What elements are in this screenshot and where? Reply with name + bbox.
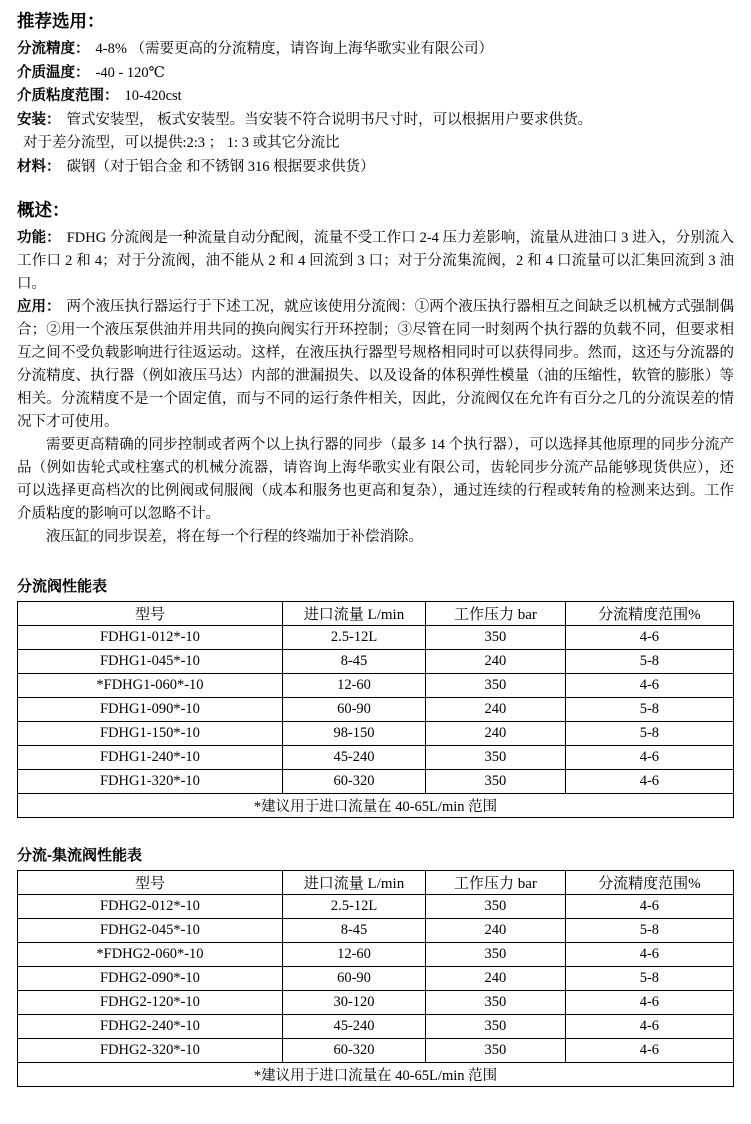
para-text: FDHG 分流阀是一种流量自动分配阀，流量不受工作口 2-4 压力差影响，流量从进油口 3 进入，分别流入工作口 2 和 4；对于分流阀，油不能从 2 和 4 回流到 3 口；对于分流集流阀，2 和 4 口流量可以汇集回流到 3 油口。 <box>17 230 734 292</box>
table-row <box>18 722 734 746</box>
spec-label: 分流精度： <box>17 41 90 57</box>
table-cell: *FDHG1-060*-10 <box>18 674 283 698</box>
table-cell: 5-8 <box>565 698 733 722</box>
performance-table-divider-combiner <box>17 870 734 1087</box>
table-row <box>18 746 734 770</box>
spec-line-accuracy <box>17 38 734 62</box>
table-row <box>18 943 734 967</box>
table-header-row <box>18 602 734 626</box>
table-footnote: *建议用于进口流量在 40-65L/min 范围 <box>18 794 734 818</box>
table-cell: 240 <box>426 919 566 943</box>
table-cell: 350 <box>426 626 566 650</box>
spec-line-material <box>17 156 734 180</box>
table-cell: 4-6 <box>565 991 733 1015</box>
table-row <box>18 991 734 1015</box>
spec-text: 10-420cst <box>124 88 182 104</box>
table-cell: 350 <box>426 746 566 770</box>
table-cell: 240 <box>426 967 566 991</box>
table-cell: 45-240 <box>282 1015 425 1039</box>
table-cell: 2.5-12L <box>282 895 425 919</box>
spec-line-temperature <box>17 62 734 86</box>
table-cell: 8-45 <box>282 919 425 943</box>
table-cell: *FDHG2-060*-10 <box>18 943 283 967</box>
table-title-divider-combiner: 分流-集流阀性能表 <box>17 847 142 864</box>
table-title-divider: 分流阀性能表 <box>17 578 108 595</box>
table-cell: 4-6 <box>565 1015 733 1039</box>
table-cell: 8-45 <box>282 650 425 674</box>
table-row <box>18 674 734 698</box>
table-cell: 350 <box>426 674 566 698</box>
spec-label: 介质温度： <box>17 64 90 81</box>
table-cell: FDHG2-045*-10 <box>18 919 283 943</box>
spec-text: 4-8% （需要更高的分流精度，请咨询上海华歌实业有限公司） <box>95 41 494 57</box>
table-cell: 60-90 <box>282 967 425 991</box>
table-row <box>18 1015 734 1039</box>
table-cell: 4-6 <box>565 626 733 650</box>
para-synchronization <box>17 434 734 526</box>
table-row <box>18 698 734 722</box>
table-cell: 4-6 <box>565 746 733 770</box>
para-text: 液压缸的同步误差，将在每一个行程的终端加于补偿消除。 <box>46 529 423 545</box>
table-cell: 30-120 <box>282 991 425 1015</box>
column-header-pressure: 工作压力 bar <box>426 602 566 626</box>
table-cell: FDHG2-090*-10 <box>18 967 283 991</box>
para-text: 需要更高精确的同步控制或者两个以上执行器的同步（最多 14 个执行器），可以选择其他原理的同步分流产品（例如齿轮式或柱塞式的机械分流器，请咨询上海华歌实业有限公司，齿轮同步分流产品能够现货供应），还可以选择更高档次的比例阀或伺服阀（成本和服务也更高和复杂），通过连续的行程或转角的检测来达到。工作介质粘度的影响可以忽略不计。 <box>17 437 734 522</box>
section-title-recommend: 推荐选用： <box>17 11 105 31</box>
table-cell: 12-60 <box>282 943 425 967</box>
spec-text: 碳钢（对于铝合金 和不锈钢 316 根据要求供货） <box>66 158 375 175</box>
table-cell: 98-150 <box>282 722 425 746</box>
table-cell: 5-8 <box>565 650 733 674</box>
column-header-flow: 进口流量 L/min <box>282 871 425 895</box>
table-cell: 5-8 <box>565 919 733 943</box>
table-cell: FDHG1-045*-10 <box>18 650 283 674</box>
table-row <box>18 967 734 991</box>
spec-label: 安装： <box>17 111 61 128</box>
table-cell: 350 <box>426 1039 566 1063</box>
table-footnote-row <box>18 1063 734 1087</box>
para-label: 功能： <box>17 230 61 246</box>
table-cell: 5-8 <box>565 722 733 746</box>
table-cell: 4-6 <box>565 895 733 919</box>
para-label: 应用： <box>17 299 61 315</box>
table-cell: 60-320 <box>282 770 425 794</box>
spec-line-ratio <box>17 132 734 156</box>
table-cell: 350 <box>426 943 566 967</box>
table-cell: FDHG1-240*-10 <box>18 746 283 770</box>
table-row <box>18 650 734 674</box>
table-cell: 5-8 <box>565 967 733 991</box>
table-cell: 240 <box>426 650 566 674</box>
table-cell: 2.5-12L <box>282 626 425 650</box>
para-application <box>17 296 734 434</box>
table-cell: 350 <box>426 1015 566 1039</box>
spec-text: 管式安装型， 板式安装型。当安装不符合说明书尺寸时，可以根据用户要求供货。 <box>66 111 593 128</box>
spec-text: -40 - 120℃ <box>95 64 165 81</box>
spec-text: 对于差分流型，可以提供:2:3 ； 1: 3 或其它分流比 <box>23 135 340 151</box>
table-cell: 350 <box>426 770 566 794</box>
table-cell: 240 <box>426 722 566 746</box>
table-cell: FDHG1-090*-10 <box>18 698 283 722</box>
column-header-model: 型号 <box>18 871 283 895</box>
table-cell: 4-6 <box>565 674 733 698</box>
table-cell: FDHG1-150*-10 <box>18 722 283 746</box>
table-cell: 4-6 <box>565 770 733 794</box>
table-cell: 12-60 <box>282 674 425 698</box>
table-cell: 4-6 <box>565 943 733 967</box>
table-header-row <box>18 871 734 895</box>
para-text: 两个液压执行器运行于下述工况，就应该使用分流阀：①两个液压执行器相互之间缺乏以机械方式强制偶合；②用一个液压泵供油并用共同的换向阀实行开环控制；③尽管在同一时刻两个执行器的负载不同，但要求相互之间不受负载影响进行往返运动。这样，在液压执行器型号规格相同时可以获得同步。然而，这还与分流器的分流精度、执行器（例如液压马达）内部的泄漏损失、以及设备的体积弹性模量（油的压缩性，软管的膨胀）等相关。分流精度不是一个固定值，而与不同的运行条件相关，因此，分流阀仅在允许有百分之几的分流误差的情况下才可使用。 <box>17 299 734 430</box>
table-row <box>18 1039 734 1063</box>
spec-label: 材料： <box>17 158 61 175</box>
column-header-accuracy: 分流精度范围% <box>565 871 733 895</box>
spec-line-mounting <box>17 109 734 133</box>
table-cell: 45-240 <box>282 746 425 770</box>
column-header-model: 型号 <box>18 602 283 626</box>
section-title-overview: 概述： <box>17 200 70 220</box>
table-row <box>18 895 734 919</box>
column-header-flow: 进口流量 L/min <box>282 602 425 626</box>
table-cell: 350 <box>426 991 566 1015</box>
spec-line-viscosity <box>17 85 734 109</box>
table-row <box>18 770 734 794</box>
table-row <box>18 919 734 943</box>
table-cell: FDHG2-120*-10 <box>18 991 283 1015</box>
table-cell: FDHG2-240*-10 <box>18 1015 283 1039</box>
performance-table-divider <box>17 601 734 818</box>
para-function <box>17 227 734 296</box>
table-cell: 60-90 <box>282 698 425 722</box>
table-cell: 350 <box>426 895 566 919</box>
column-header-pressure: 工作压力 bar <box>426 871 566 895</box>
spec-label: 介质粘度范围： <box>17 88 119 104</box>
table-cell: 60-320 <box>282 1039 425 1063</box>
table-cell: 240 <box>426 698 566 722</box>
table-cell: 4-6 <box>565 1039 733 1063</box>
table-cell: FDHG1-320*-10 <box>18 770 283 794</box>
table-cell: FDHG1-012*-10 <box>18 626 283 650</box>
table-footnote: *建议用于进口流量在 40-65L/min 范围 <box>18 1063 734 1087</box>
table-row <box>18 626 734 650</box>
table-footnote-row <box>18 794 734 818</box>
table-cell: FDHG2-320*-10 <box>18 1039 283 1063</box>
table-cell: FDHG2-012*-10 <box>18 895 283 919</box>
column-header-accuracy: 分流精度范围% <box>565 602 733 626</box>
para-cylinder-error <box>17 526 734 549</box>
